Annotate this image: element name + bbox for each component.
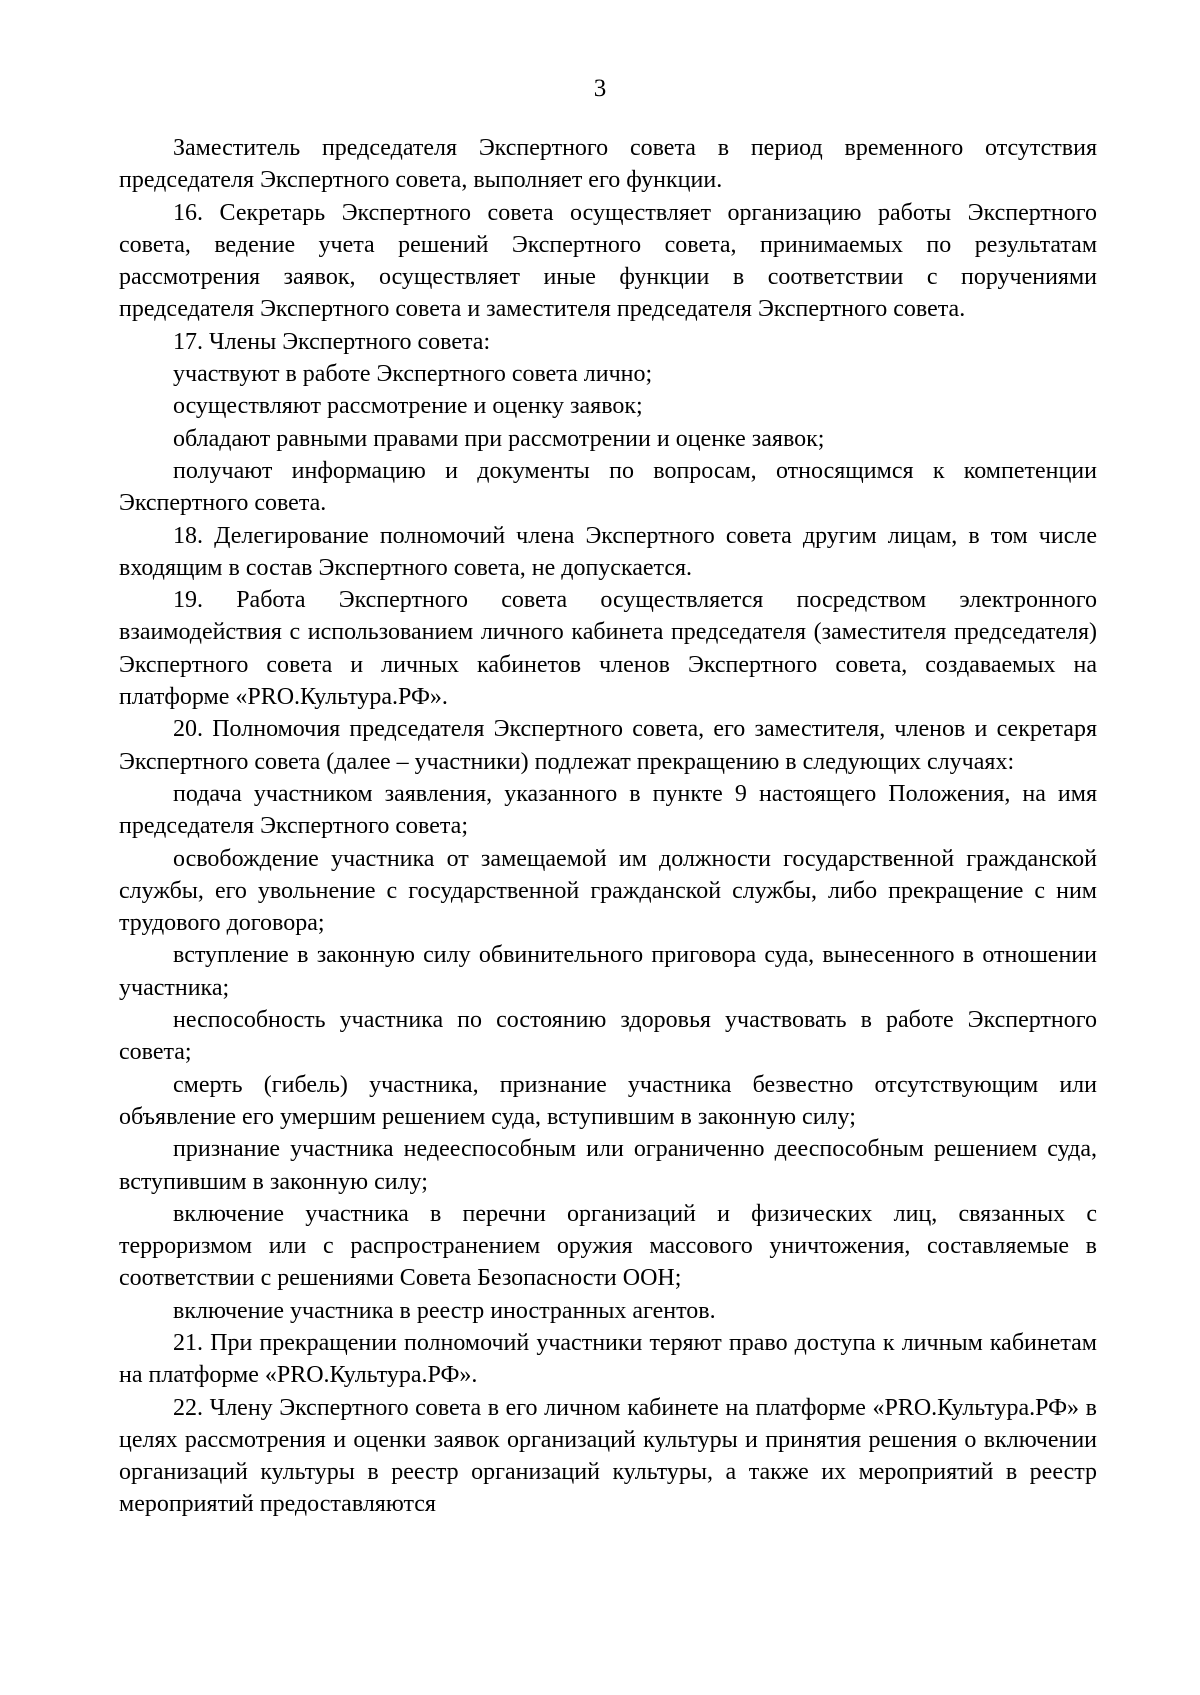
paragraph-termination-dismissal: освобождение участника от замещаемой им должности государственной гражданской службы, его увольнение с государственной гражданской службы, либо прекращение с ним трудового договора; <box>119 845 1097 937</box>
paragraph-termination-verdict: вступление в законную силу обвинительного приговора суда, вынесенного в отношении участника; <box>119 942 1097 1001</box>
paragraph-16-secretary: 16. Секретарь Экспертного совета осуществляет организацию работы Экспертного совета, ведение учета решений Экспертного совета, принимаемых по результатам рассмотрения заявок, осуществляет иные функции в соответствии с поручениями председателя Экспертного совета и заместителя председателя Экспертного совета. <box>119 199 1097 323</box>
paragraph-termination-terrorism-list: включение участника в перечни организаций и физических лиц, связанных с терроризмом или с распространением оружия массового уничтожения, составляемые в соответствии с решениями Совета Безопасности ООН; <box>119 1200 1097 1292</box>
paragraph-members-personal: участвуют в работе Экспертного совета лично; <box>173 361 653 388</box>
paragraph-22-member-cabinet: 22. Члену Экспертного совета в его личном кабинете на платформе «PRO.Культура.РФ» в целях рассмотрения и оценки заявок организаций культуры и принятия решения о включении организаций культуры в реестр организаций культуры, а также их мероприятий в реестр мероприятий предоставляются <box>119 1394 1097 1518</box>
paragraph-members-information: получают информацию и документы по вопросам, относящимся к компетенции Экспертного совета. <box>119 457 1097 517</box>
paragraph-termination-incapacity: признание участника недееспособным или ограниченно дееспособным решением суда, вступившим в законную силу; <box>119 1136 1097 1195</box>
paragraph-termination-health: неспособность участника по состоянию здоровья участвовать в работе Экспертного совета; <box>119 1007 1097 1066</box>
document-body <box>119 132 1097 1521</box>
paragraph-termination-death: смерть (гибель) участника, признание участника безвестно отсутствующим или объявление его умершим решением суда, вступившим в законную силу; <box>119 1071 1097 1130</box>
paragraph-termination-foreign-agent: включение участника в реестр иностранных агентов. <box>173 1297 716 1324</box>
paragraph-21-access-loss: 21. При прекращении полномочий участники теряют право доступа к личным кабинетам на платформе «PRO.Культура.РФ». <box>119 1329 1097 1389</box>
paragraph-members-review: осуществляют рассмотрение и оценку заявок; <box>173 393 643 420</box>
paragraph-20-termination: 20. Полномочия председателя Экспертного совета, его заместителя, членов и секретаря Экспертного совета (далее – участники) подлежат прекращению в следующих случаях: <box>119 716 1097 775</box>
page-number: 3 <box>593 75 607 102</box>
paragraph-18-delegation: 18. Делегирование полномочий члена Экспертного совета другим лицам, в том числе входящим в состав Экспертного совета, не допускается. <box>119 522 1097 581</box>
paragraph-17-members: 17. Члены Экспертного совета: <box>173 328 491 355</box>
paragraph-termination-application: подача участником заявления, указанного в пункте 9 настоящего Положения, на имя председателя Экспертного совета; <box>119 780 1097 840</box>
paragraph-members-equal-rights: обладают равными правами при рассмотрении и оценке заявок; <box>173 425 825 452</box>
paragraph-deputy-chair: Заместитель председателя Экспертного совета в период временного отсутствия председателя Экспертного совета, выполняет его функции. <box>119 135 1097 194</box>
paragraph-19-electronic-work: 19. Работа Экспертного совета осуществляется посредством электронного взаимодействия с использованием личного кабинета председателя (заместителя председателя) Экспертного совета и личных кабинетов членов Экспертного совета, создаваемых на платформе «PRO.Культура.РФ». <box>119 587 1097 711</box>
